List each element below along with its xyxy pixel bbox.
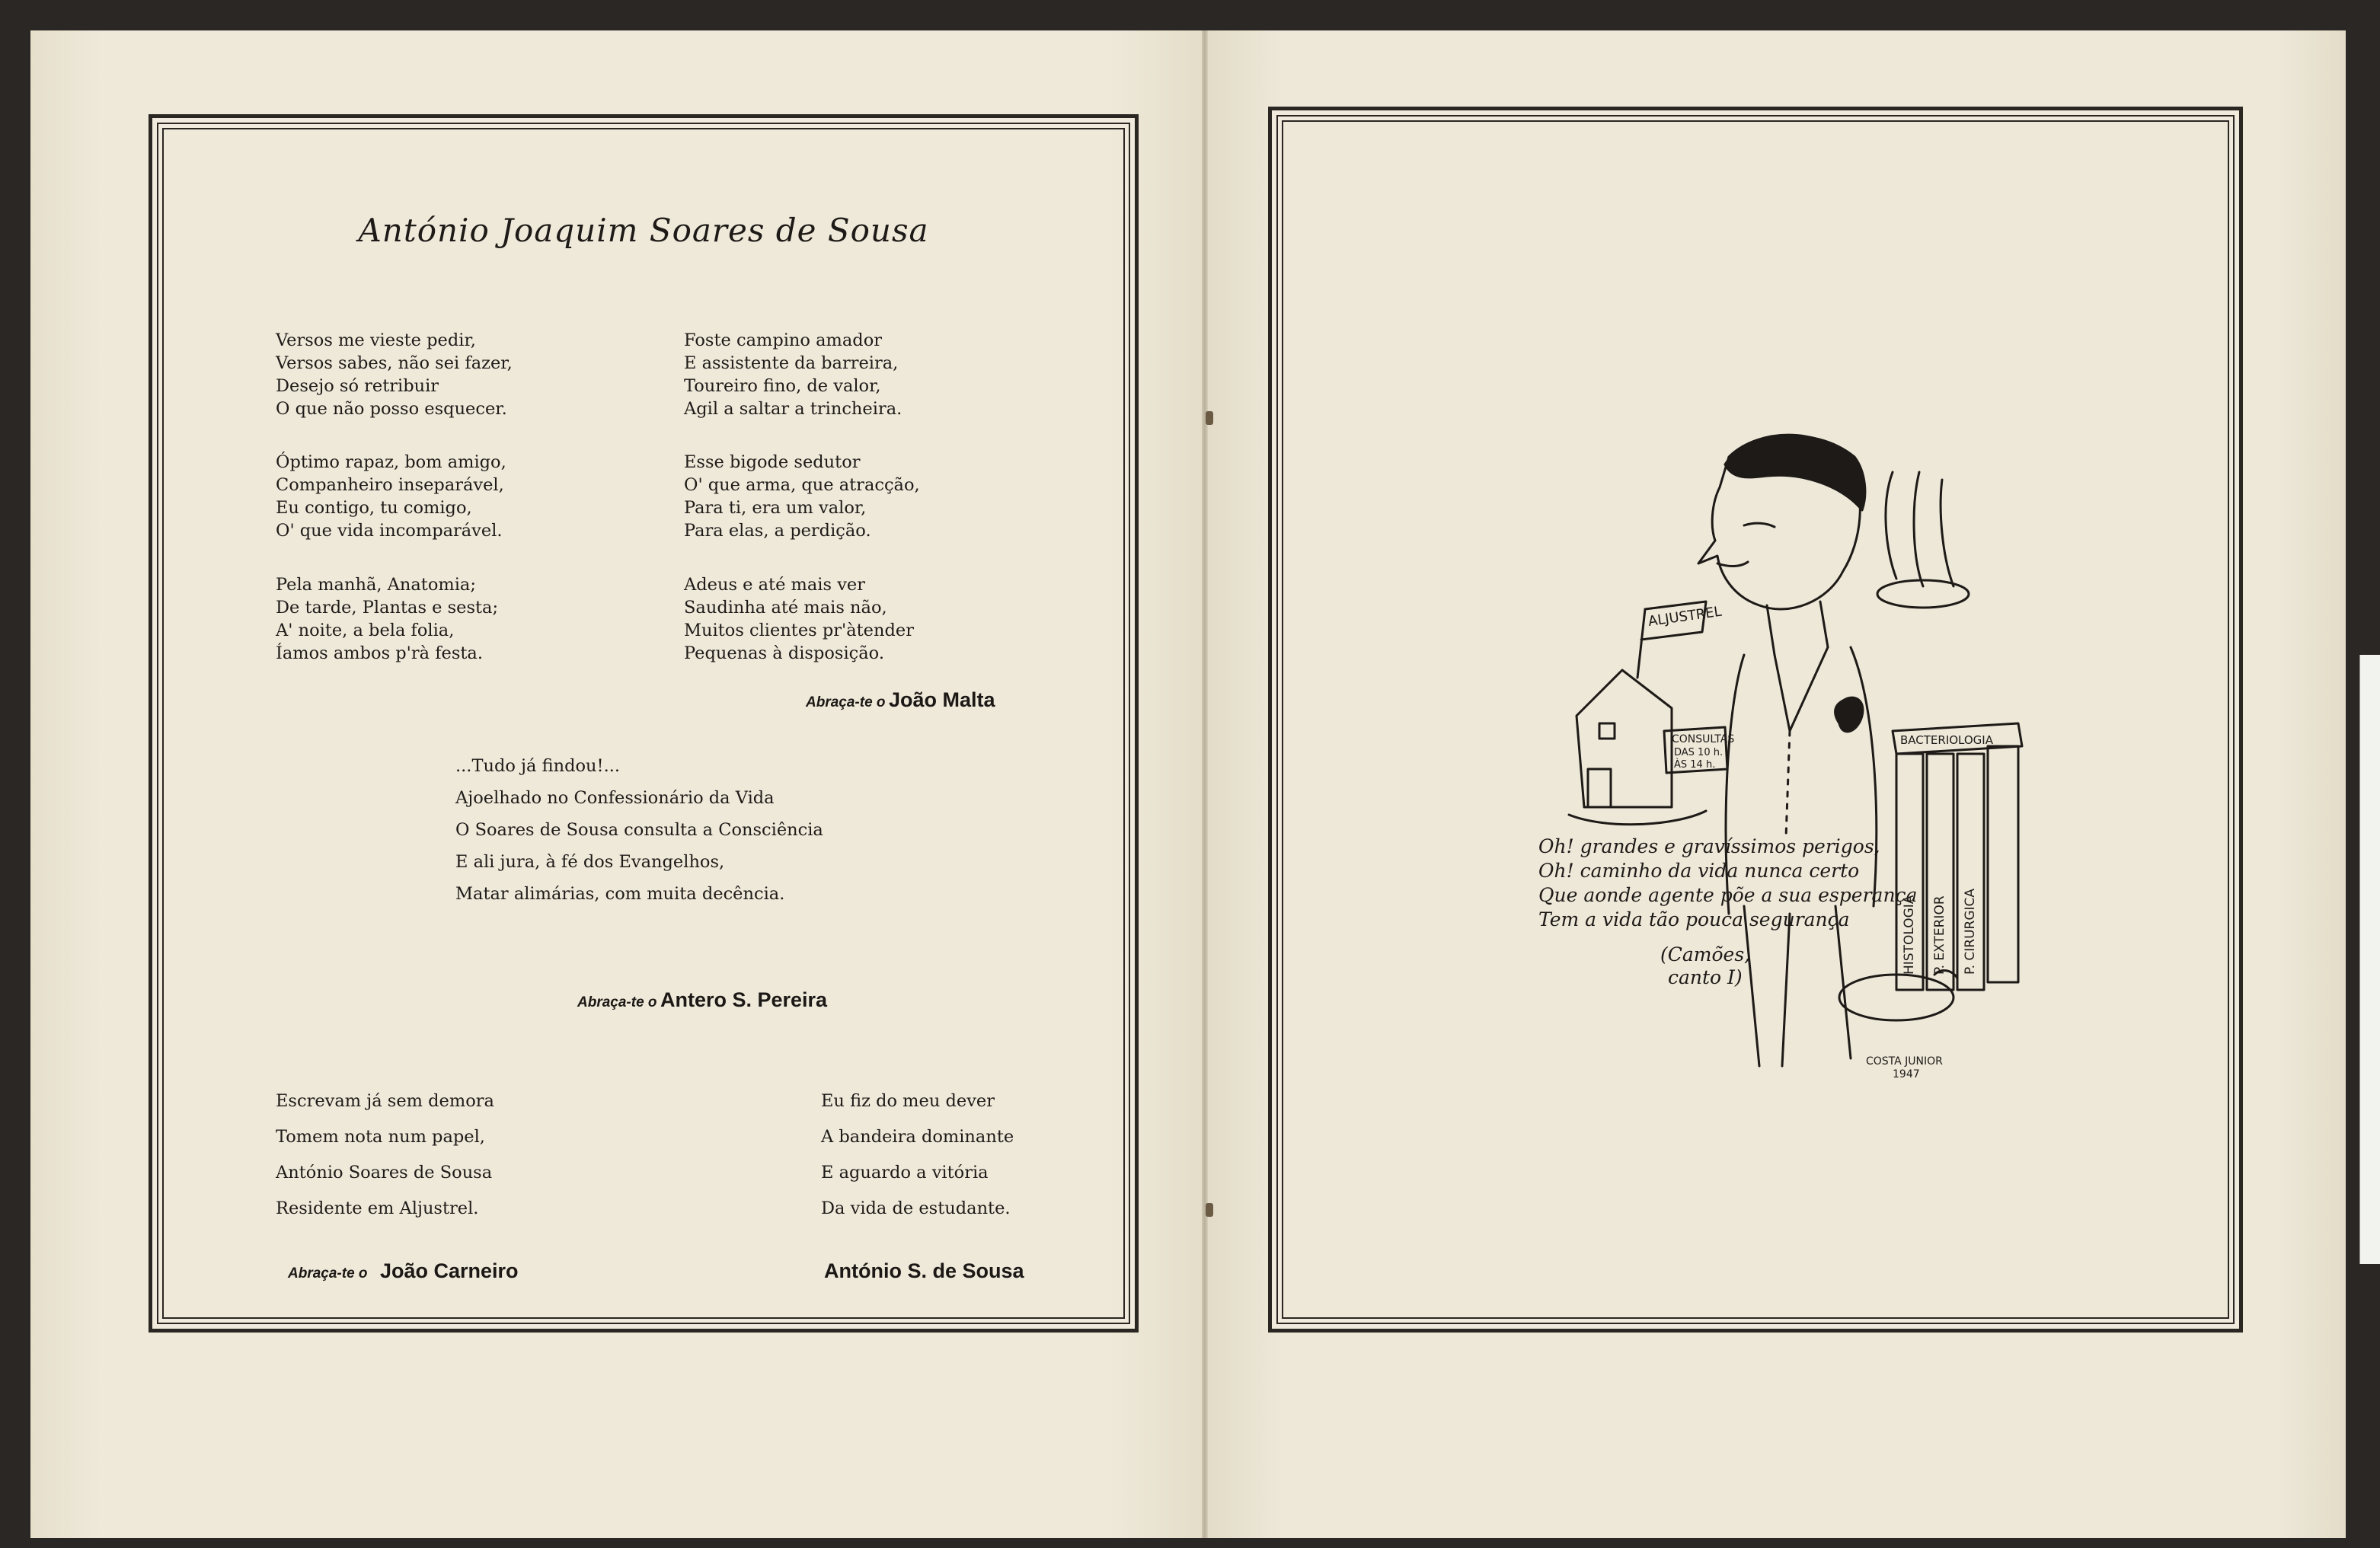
signature-prefix: Abraça-te o bbox=[288, 1266, 368, 1281]
verse-line: Adeus e até mais ver bbox=[684, 575, 865, 595]
eye-icon bbox=[1744, 523, 1775, 527]
verse-line: O que não posso esquecer. bbox=[276, 399, 507, 419]
staple-top bbox=[1206, 411, 1213, 425]
verse-line: Ajoelhado no Confessionário da Vida bbox=[455, 788, 775, 808]
verse-line: Eu contigo, tu comigo, bbox=[276, 498, 472, 518]
verse-line: Eu fiz do meu dever bbox=[821, 1091, 995, 1111]
sign-label: CONSULTAS bbox=[1672, 733, 1735, 745]
caricature-drawing bbox=[1516, 411, 2033, 1081]
book-label: BACTERIOLOGIA bbox=[1900, 733, 1993, 747]
stanza-col1-2 bbox=[276, 451, 506, 542]
verse-line: Toureiro fino, de valor, bbox=[684, 376, 881, 396]
verse-line: Foste campino amador bbox=[684, 330, 882, 350]
ground-line bbox=[1569, 811, 1706, 825]
bottom-stanza-col1 bbox=[276, 1084, 494, 1227]
artist-signature: COSTA JUNIOR bbox=[1866, 1055, 1943, 1068]
signature-name: António S. de Sousa bbox=[824, 1259, 1024, 1282]
book-spine-label: P. CIRURGICA bbox=[1963, 888, 1978, 975]
verse-line: António Soares de Sousa bbox=[276, 1163, 493, 1183]
quote-line: Oh! caminho da vida nunca certo bbox=[1538, 860, 1860, 882]
verse-line: Para ti, era um valor, bbox=[684, 498, 867, 518]
staple-bottom bbox=[1206, 1203, 1213, 1217]
book-spine-label: HISTOLOGIA bbox=[1902, 895, 1917, 975]
signature-antonio-sousa bbox=[824, 1259, 1024, 1283]
flag-label: ALJUSTREL bbox=[1647, 603, 1723, 630]
verse-line: Muitos clientes pr'àtender bbox=[684, 621, 914, 640]
signature-joao-malta bbox=[806, 688, 995, 712]
verse-line: Matar alimárias, com muita decência. bbox=[455, 884, 785, 904]
signature-prefix: Abraça-te o bbox=[806, 694, 886, 710]
signature-name: João Carneiro bbox=[379, 1259, 519, 1282]
book-spine-label: P. EXTERIOR bbox=[1932, 895, 1947, 975]
verse-line: Escrevam já sem demora bbox=[276, 1091, 494, 1111]
signature-name: João Malta bbox=[888, 688, 995, 711]
quote-line: Tem a vida tão pouca segurança bbox=[1538, 908, 1850, 930]
verse-line: Pela manhã, Anatomia; bbox=[276, 575, 476, 595]
lapel-outline bbox=[1775, 647, 1828, 731]
signature-antero-pereira bbox=[577, 988, 827, 1012]
verse-line: Saudinha até mais não, bbox=[684, 598, 887, 618]
bottom-stanza-col2 bbox=[821, 1084, 1014, 1227]
verse-line: E ali jura, à fé dos Evangelhos, bbox=[455, 852, 725, 872]
hair-icon bbox=[1725, 436, 1865, 510]
verse-line: Óptimo rapaz, bom amigo, bbox=[276, 452, 506, 472]
house-door-icon bbox=[1588, 723, 1615, 807]
stanza-col2-3 bbox=[684, 573, 914, 665]
quote-attribution: canto I) bbox=[1668, 966, 1743, 988]
mustache-icon bbox=[1717, 562, 1748, 567]
stanza-col2-2 bbox=[684, 451, 920, 542]
verse-line: De tarde, Plantas e sesta; bbox=[276, 598, 499, 618]
heart-icon bbox=[1835, 697, 1863, 732]
tie-outline bbox=[1786, 731, 1790, 838]
verse-line: A bandeira dominante bbox=[821, 1127, 1014, 1147]
verse-line: Pequenas à disposição. bbox=[684, 643, 884, 663]
artist-year: 1947 bbox=[1893, 1068, 1920, 1080]
signature-prefix: Abraça-te o bbox=[577, 994, 657, 1010]
verse-line: E aguardo a vitória bbox=[821, 1163, 989, 1183]
house-icon bbox=[1577, 670, 1672, 807]
page-gutter bbox=[1202, 30, 1208, 1538]
signature-joao-carneiro bbox=[288, 1259, 519, 1283]
verse-line: O Soares de Sousa consulta a Consciência bbox=[455, 820, 823, 840]
verse-line: Agil a saltar a trincheira. bbox=[684, 399, 902, 419]
verse-line: O' que arma, que atracção, bbox=[684, 475, 920, 495]
verse-line: Íamos ambos p'rà festa. bbox=[276, 643, 483, 663]
verse-line: Versos sabes, não sei fazer, bbox=[276, 353, 513, 373]
verse-line: E assistente da barreira, bbox=[684, 353, 899, 373]
stanza-col1-3 bbox=[276, 573, 498, 665]
middle-stanza bbox=[455, 750, 823, 910]
quote-attribution: (Camões, bbox=[1660, 943, 1751, 966]
verse-line: Companheiro inseparável, bbox=[276, 475, 504, 495]
sign-label: DAS 10 h. bbox=[1674, 747, 1724, 758]
verse-line: Residente em Aljustrel. bbox=[276, 1199, 479, 1218]
verse-line: Da vida de estudante. bbox=[821, 1199, 1011, 1218]
verse-line: A' noite, a bela folia, bbox=[276, 621, 455, 640]
stanza-col2-1 bbox=[684, 329, 902, 420]
verse-line: ...Tudo já findou!... bbox=[455, 756, 621, 776]
page-title: António Joaquim Soares de Sousa bbox=[358, 212, 929, 249]
verse-line: Tomem nota num papel, bbox=[276, 1127, 485, 1147]
verse-line: Versos me vieste pedir, bbox=[276, 330, 476, 350]
sign-label: ÀS 14 h. bbox=[1674, 759, 1716, 771]
quote-line: Que aonde agente põe a sua esperança bbox=[1538, 884, 1918, 906]
ladies-figures-icon bbox=[1886, 472, 1954, 586]
verse-line: Para elas, a perdição. bbox=[684, 521, 871, 541]
stanza-col1-1 bbox=[276, 329, 513, 420]
verse-line: O' que vida incomparável. bbox=[276, 521, 503, 541]
quote-line: Oh! grandes e gravíssimos perigos, bbox=[1538, 835, 1880, 857]
signature-name: Antero S. Pereira bbox=[660, 988, 828, 1011]
scan-ruler bbox=[2359, 655, 2380, 1264]
verse-line: Esse bigode sedutor bbox=[684, 452, 861, 472]
verse-line: Desejo só retribuir bbox=[276, 376, 439, 396]
